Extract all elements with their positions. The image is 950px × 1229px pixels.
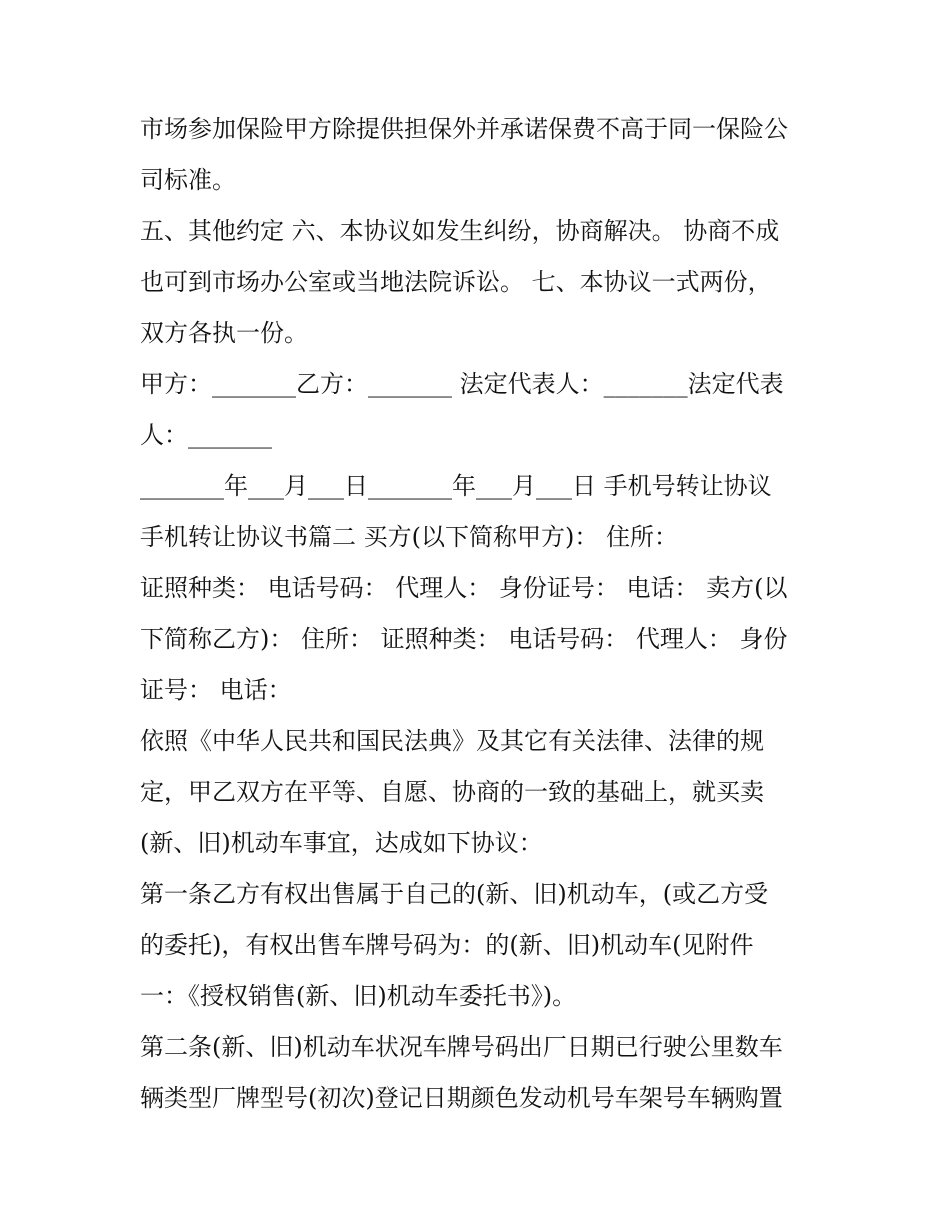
- text-line: 证号： 电话：: [140, 676, 292, 704]
- text-line: 定，甲乙双方在平等、自愿、协商的一致的基础上，就买卖: [140, 778, 764, 806]
- text-line: 人：_______: [140, 421, 272, 449]
- text-line: 司标准。: [140, 166, 236, 194]
- text-line: 依照《中华人民共和国民法典》及其它有关法律、法律的规: [140, 727, 764, 755]
- text-line: 证照种类： 电话号码： 代理人： 身份证号： 电话： 卖方(以: [140, 574, 788, 602]
- text-line: 第二条(新、旧)机动车状况车牌号码出厂日期已行驶公里数车: [140, 1033, 783, 1061]
- text-line: 手机转让协议书篇二 买方(以下简称甲方)： 住所：: [140, 523, 678, 551]
- text-line: 五、其他约定 六、本协议如发生纠纷，协商解决。 协商不成: [140, 217, 780, 245]
- text-line: _______年___月___日_______年___月___日 手机号转让协议: [140, 472, 772, 500]
- text-line: (新、旧)机动车事宜，达成如下协议：: [140, 829, 543, 857]
- text-line: 甲方：_______乙方：_______ 法定代表人：_______法定代表: [140, 370, 784, 398]
- text-line: 第一条乙方有权出售属于自己的(新、旧)机动车，(或乙方受: [140, 880, 769, 908]
- text-line: 市场参加保险甲方除提供担保外并承诺保费不高于同一保险公: [140, 115, 788, 143]
- text-line: 双方各执一份。: [140, 319, 308, 347]
- text-line: 的委托)，有权出售车牌号码为：的(新、旧)机动车(见附件: [140, 931, 754, 959]
- text-line: 辆类型厂牌型号(初次)登记日期颜色发动机号车架号车辆购置: [140, 1084, 783, 1112]
- text-line: 也可到市场办公室或当地法院诉讼。 七、本协议一式两份，: [140, 268, 772, 296]
- text-line: 下简称乙方)： 住所： 证照种类： 电话号码： 代理人： 身份: [140, 625, 788, 653]
- text-line: 一：《授权销售(新、旧)机动车委托书》)。: [140, 982, 577, 1010]
